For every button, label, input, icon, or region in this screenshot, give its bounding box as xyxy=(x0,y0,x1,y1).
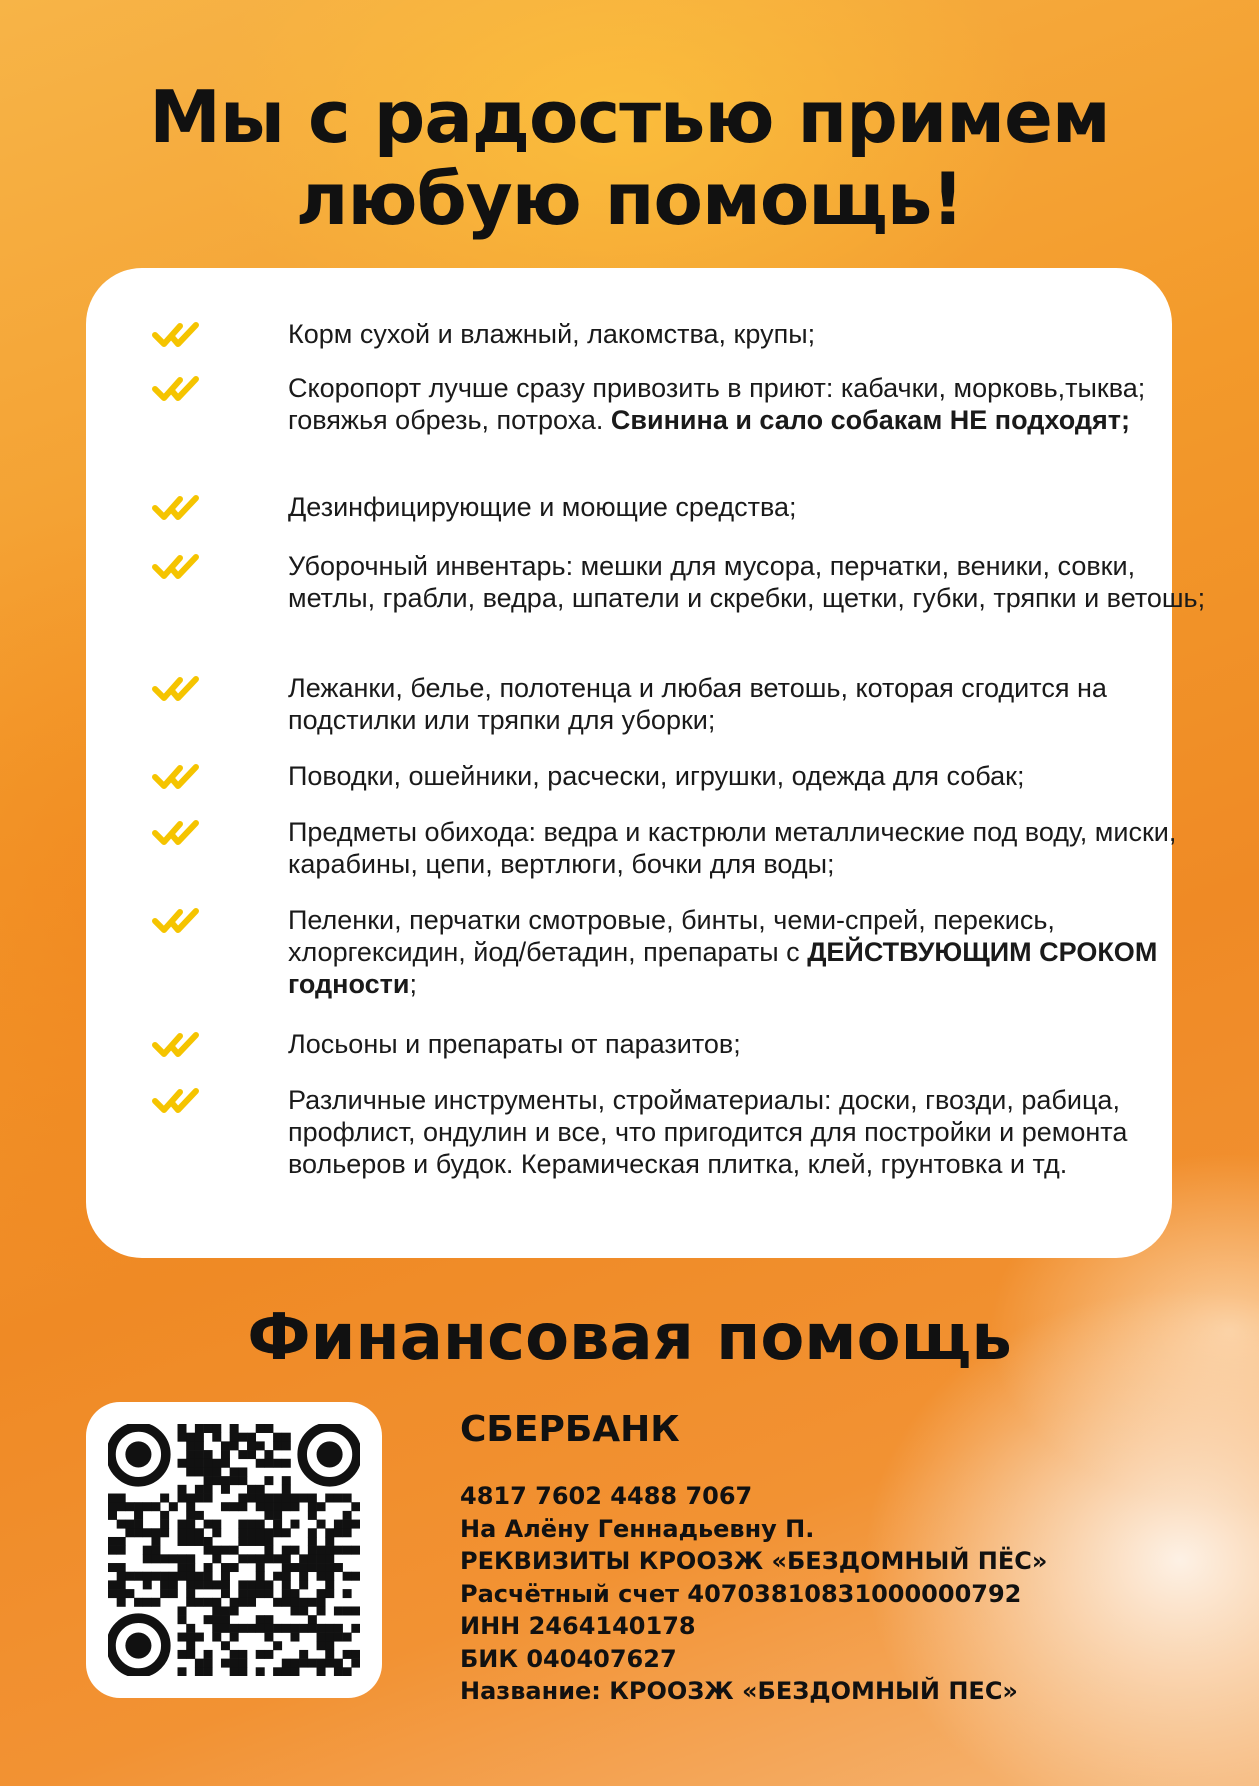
title-line-1: Мы с радостью примем xyxy=(149,75,1110,159)
bik: БИК 040407627 xyxy=(460,1644,677,1673)
list-item-text: Дезинфицирующие и моющие средства; xyxy=(288,492,797,522)
warning-text: Свинина и сало собакам НЕ подходят; xyxy=(610,405,1130,435)
list-item-text: Лежанки, белье, полотенца и любая ветошь, которая сгодится на подстилки или тряпки для уборки; xyxy=(288,673,1107,735)
page-title xyxy=(0,76,1259,240)
recipient: На Алёну Геннадьевну П. xyxy=(460,1514,815,1543)
list-item-text: Скоропорт лучше сразу привозить в приют: кабачки, морковь,тыква; говяжья обрезь, потроха. Свинина и сало собакам НЕ подходят; xyxy=(288,373,1146,435)
list-item-text: Корм сухой и влажный, лакомства, крупы; xyxy=(288,319,816,349)
list-item-text: Уборочный инвентарь: мешки для мусора, перчатки, веники, совки, метлы, грабли, ведра, шпатели и скребки, щетки, губки, тряпки и ветошь; xyxy=(288,551,1206,613)
account-number: Расчётный счет 40703810831000000792 xyxy=(460,1579,1022,1608)
qr-code-graphic xyxy=(108,1424,360,1676)
list-item-text: Поводки, ошейники, расчески, игрушки, одежда для собак; xyxy=(288,761,1025,791)
double-check-icon xyxy=(152,493,204,523)
double-check-icon xyxy=(152,674,204,704)
qr-code[interactable] xyxy=(86,1402,382,1698)
warning-text: ДЕЙСТВУЮЩИМ СРОКОМ годности xyxy=(288,937,1158,999)
needs-card xyxy=(86,268,1206,1258)
double-check-icon xyxy=(152,762,204,792)
double-check-icon xyxy=(152,552,204,582)
list-item-text: Предметы обихода: ведра и кастрюли металлические под воду, миски, карабины, цепи, вертлюги, бочки для воды; xyxy=(288,817,1177,879)
double-check-icon xyxy=(152,818,204,848)
list-item-text: Лосьоны и препараты от паразитов; xyxy=(288,1029,741,1059)
double-check-icon xyxy=(152,1030,204,1060)
inn: ИНН 2464140178 xyxy=(460,1612,696,1640)
bank-details xyxy=(460,1480,1240,1708)
double-check-icon xyxy=(152,374,204,404)
double-check-icon xyxy=(152,906,204,936)
bank-name: СБЕРБАНК xyxy=(460,1409,680,1450)
double-check-icon xyxy=(152,320,204,350)
title-line-2: любую помощь! xyxy=(295,157,964,241)
list-item-text: Пеленки, перчатки смотровые, бинты, чеми-спрей, перекись, хлоргексидин, йод/бетадин, препараты с ДЕЙСТВУЮЩИМ СРОКОМ годности; xyxy=(288,905,1158,999)
card-number: 4817 7602 4488 7067 xyxy=(460,1482,753,1510)
double-check-icon xyxy=(152,1086,204,1116)
org-name: Название: КРООЗЖ «БЕЗДОМНЫЙ ПЕС» xyxy=(460,1677,1018,1705)
requisites: РЕКВИЗИТЫ КРООЗЖ «БЕЗДОМНЫЙ ПЁС» xyxy=(460,1547,1048,1575)
list-item-text: Различные инструменты, стройматериалы: доски, гвозди, рабица, профлист, ондулин и все, что пригодится для постройки и ремонта вольеров и будок. Керамическая плитка, клей, грунтовка и тд. xyxy=(288,1085,1128,1179)
finance-title: Финансовая помощь xyxy=(247,1301,1012,1375)
